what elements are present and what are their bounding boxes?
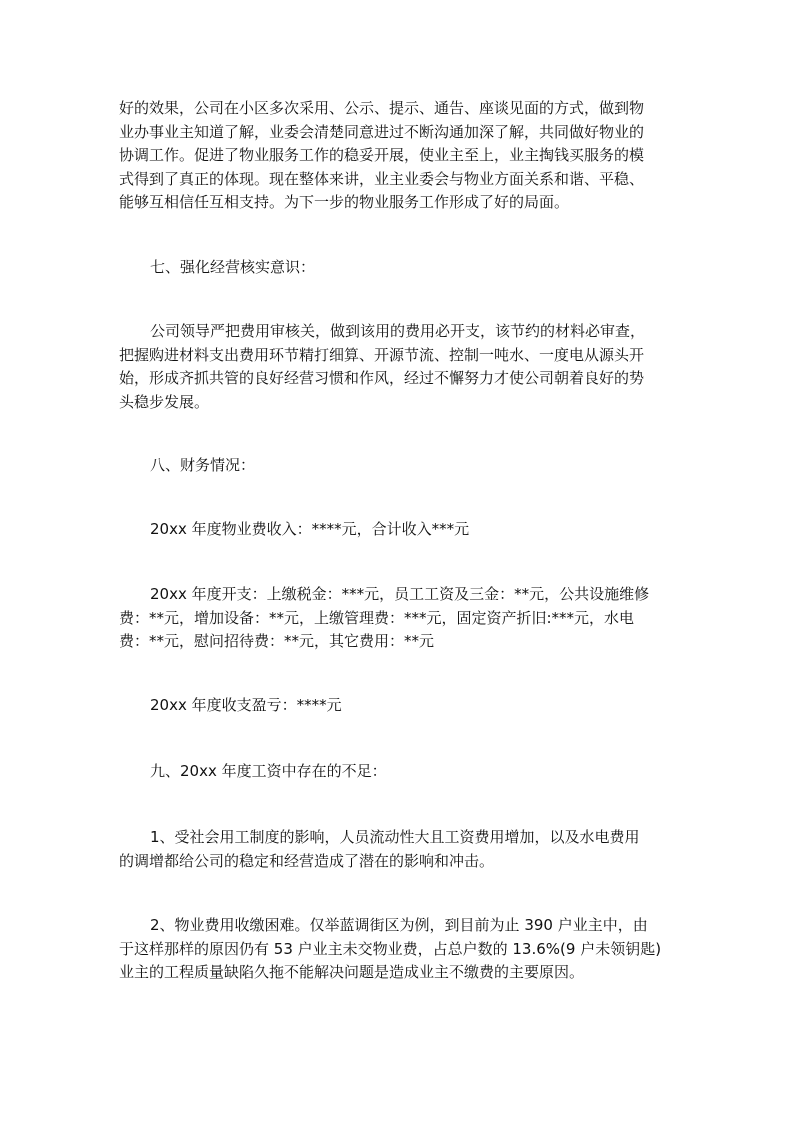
text-line: 20xx 年度物业费收入：****元，合计收入***元: [150, 520, 470, 538]
text-line: 头稳步发展。: [119, 392, 210, 411]
text-line: 能够互相信任互相支持。为下一步的物业服务工作形成了好的局面。: [119, 193, 570, 211]
text-line: 1、受社会用工制度的影响，人员流动性大且工资费用增加，以及水电费用: [150, 828, 640, 846]
paragraph-income: [119, 518, 679, 542]
heading-text: 八、财务情况：: [150, 456, 256, 474]
text-line: 好的效果，公司在小区多次采用、公示、提示、通告、座谈见面的方式，做到物: [119, 99, 645, 117]
paragraph-section-7: [119, 320, 679, 414]
text-line: 20xx 年度开支：上缴税金：***元，员工工资及三金：**元，公共设施维修: [150, 585, 650, 603]
text-line: 式得到了真正的体现。现在整体来讲，业主业委会与物业方面关系和谐、平稳、: [119, 169, 645, 188]
heading-text: 七、强化经营核实意识：: [150, 258, 316, 276]
text-line: 把握购进材料支出费用环节精打细算、开源节流、控制一吨水、一度电从源头开: [119, 345, 645, 364]
text-line: 的调增都给公司的稳定和经营造成了潜在的影响和冲击。: [119, 851, 495, 870]
paragraph-issue-2: [119, 914, 679, 985]
paragraph-intro: [119, 97, 679, 215]
paragraph-expenses: [119, 583, 679, 654]
text-line: 费：**元，慰问招待费：**元，其它费用：**元: [119, 632, 435, 650]
text-line: 20xx 年度收支盈亏：****元: [150, 696, 342, 714]
text-line: 公司领导严把费用审核关，做到该用的费用必开支，该节约的材料必审查，: [150, 322, 646, 340]
text-line: 业主的工程质量缺陷久拖不能解决问题是造成业主不缴费的主要原因。: [119, 963, 585, 981]
heading-text: 九、20xx 年度工资中存在的不足：: [150, 762, 387, 780]
text-line: 费：**元，增加设备：**元，上缴管理费：***元，固定资产折旧:***元，水电: [119, 608, 635, 627]
text-line: 业办事业主知道了解，业委会清楚同意进过不断沟通加深了解，共同做好物业的: [119, 122, 645, 141]
paragraph-issue-1: [119, 826, 679, 873]
section-heading-8: [119, 454, 679, 478]
section-heading-9: [119, 760, 679, 784]
text-line: 于这样那样的原因仍有 53 户业主未交物业费，占总户数的 13.6%(9 户未领钥匙): [119, 939, 662, 958]
text-line: 协调工作。促进了物业服务工作的稳妥开展，使业主至上，业主掏钱买服务的模: [119, 146, 645, 164]
paragraph-balance: [119, 694, 679, 718]
section-heading-7: [119, 256, 679, 280]
text-line: 2、物业费用收缴困难。仅举蓝调街区为例，到目前为止 390 户业主中，由: [150, 916, 648, 934]
text-line: 始，形成齐抓共管的良好经营习惯和作风，经过不懈努力才使公司朝着良好的势: [119, 369, 645, 387]
